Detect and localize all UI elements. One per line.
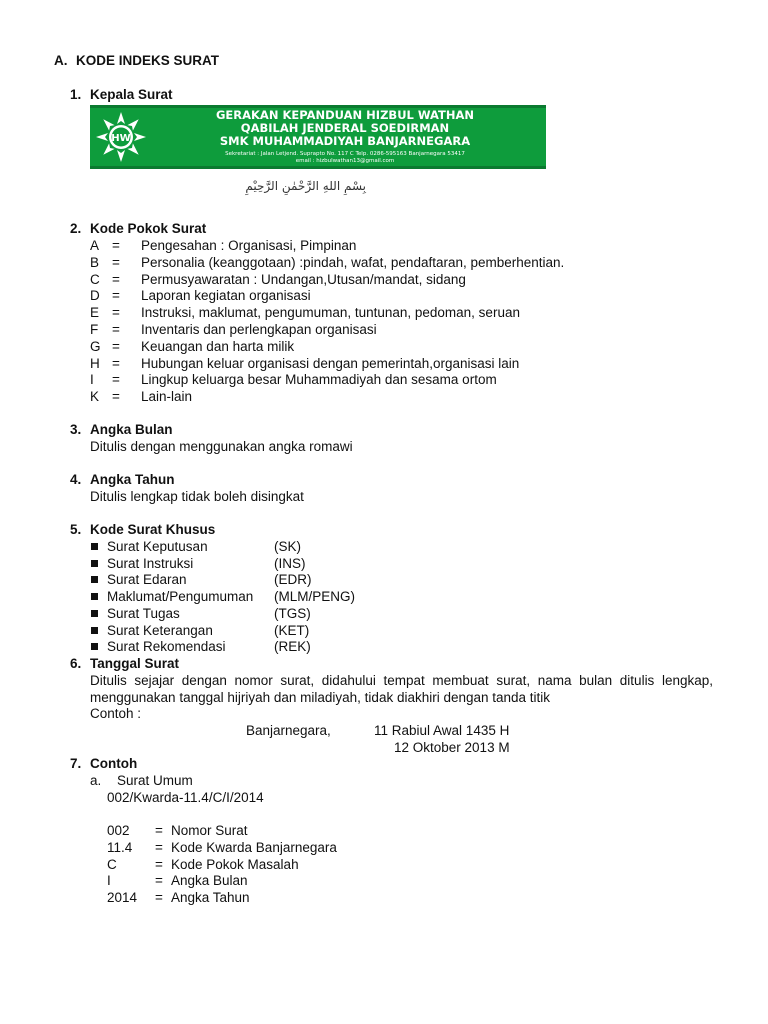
kode-pokok-desc: Instruksi, maklumat, pengumuman, tuntunan, pedoman, seruan [141, 305, 520, 321]
contoh-equals: = [155, 873, 163, 889]
kode-pokok-desc: Lingkup keluarga besar Muhammadiyah dan sesama ortom [141, 372, 497, 388]
kode-pokok-code: H [90, 355, 100, 371]
kode-pokok-code: E [90, 305, 100, 321]
bullet-icon [91, 543, 98, 550]
kode-pokok-equals: = [112, 372, 120, 388]
surat-khusus-name: Surat Rekomendasi [107, 639, 226, 655]
tanggal-surat-line-1: Ditulis sejajar dengan nomor surat, didahului tempat membuat surat, nama bulan ditulis lengkap, [90, 673, 713, 688]
heading-kepala-surat: Kepala Surat [90, 87, 173, 102]
heading-tanggal-surat: Tanggal Surat [90, 656, 180, 671]
kode-pokok-desc: Laporan kegiatan organisasi [141, 288, 311, 304]
surat-khusus-code: (EDR) [274, 572, 312, 588]
hizbul-wathan-logo [94, 110, 148, 164]
contoh-equals: = [155, 856, 163, 872]
surat-khusus-name: Surat Keterangan [107, 622, 213, 638]
kode-pokok-desc: Permusyawaratan : Undangan,Utusan/mandat, sidang [141, 271, 466, 287]
kode-pokok-desc: Hubungan keluar organisasi dengan pemerintah,organisasi lain [141, 355, 520, 371]
surat-khusus-code: (KET) [274, 622, 310, 638]
surat-khusus-name: Surat Edaran [107, 572, 187, 588]
kode-pokok-desc: Inventaris dan perlengkapan organisasi [141, 322, 377, 337]
contoh-meaning: Kode Kwarda Banjarnegara [171, 839, 337, 855]
kode-pokok-equals: = [112, 389, 120, 405]
kode-pokok-desc: Pengesahan : Organisasi, Pimpinan [141, 238, 357, 253]
sub-label: a. [90, 773, 102, 788]
heading-kode-surat-khusus: Kode Surat Khusus [90, 522, 216, 537]
bullet-icon [91, 627, 98, 634]
tanggal-hijriyah: 11 Rabiul Awal 1435 H [374, 723, 510, 738]
contoh-equals: = [155, 823, 163, 838]
letterhead-line-1: GERAKAN KEPANDUAN HIZBUL WATHAN [215, 108, 475, 122]
kode-pokok-code: F [90, 322, 99, 337]
tanggal-surat-line-2: menggunakan tanggal hijriyah dan miladiyah, tidak diakhiri dengan tanda titik [90, 690, 551, 705]
bullet-icon [91, 593, 98, 600]
surat-khusus-code: (SK) [274, 539, 301, 554]
bullet-icon [91, 560, 98, 567]
kode-pokok-code: C [90, 271, 100, 287]
heading-number: 3. [70, 422, 82, 437]
surat-khusus-name: Surat Tugas [107, 605, 180, 621]
letterhead-line-3: SMK MUHAMMADIYAH BANJARNEGARA [219, 134, 471, 148]
bullet-icon [91, 576, 98, 583]
surat-khusus-name: Maklumat/Pengumuman [107, 589, 254, 605]
kode-pokok-equals: = [112, 254, 120, 270]
surat-khusus-code: (REK) [274, 639, 311, 655]
letterhead-address: Sekretariat : Jalan Letjend. Suprapto No. 117 C Telp. 0286-595163 Banjarnegara 53417 [225, 151, 465, 157]
kode-pokok-code: A [90, 238, 100, 253]
heading-number: 6. [70, 656, 82, 671]
kode-pokok-equals: = [112, 305, 120, 321]
kode-pokok-code: G [90, 338, 101, 354]
kode-pokok-code: K [90, 389, 100, 405]
heading-contoh: Contoh [90, 756, 138, 771]
heading-angka-bulan: Angka Bulan [90, 422, 173, 437]
heading-kode-pokok-surat: Kode Pokok Surat [90, 221, 207, 236]
tanggal-miladiyah: 12 Oktober 2013 M [394, 740, 510, 755]
kode-pokok-desc: Personalia (keanggotaan) :pindah, wafat, pendaftaran, pemberhentian. [141, 254, 565, 270]
heading-number: 2. [70, 221, 82, 236]
contoh-meaning: Kode Pokok Masalah [171, 856, 299, 872]
contoh-meaning: Angka Bulan [171, 873, 248, 889]
kode-pokok-equals: = [112, 288, 120, 304]
bullet-icon [91, 643, 98, 650]
surat-khusus-name: Surat Keputusan [107, 539, 208, 554]
kode-pokok-equals: = [112, 271, 120, 287]
kode-pokok-equals: = [112, 322, 120, 337]
kode-pokok-desc: Keuangan dan harta milik [141, 338, 295, 354]
kode-pokok-equals: = [112, 355, 120, 371]
contoh-equals: = [155, 890, 163, 906]
sub-title-surat-umum: Surat Umum [117, 773, 193, 788]
kode-pokok-code: D [90, 288, 100, 304]
kode-pokok-equals: = [112, 238, 120, 253]
contoh-part: I [107, 873, 111, 889]
surat-khusus-code: (TGS) [274, 605, 311, 621]
contoh-label: Contoh : [90, 706, 142, 721]
section-label: A. [54, 53, 68, 68]
contoh-part: 2014 [107, 890, 138, 906]
basmalah-calligraphy: بِسْمِ اللهِ الرَّحْمٰنِ الرَّحِيْمِ [245, 179, 366, 193]
contoh-equals: = [155, 839, 163, 855]
surat-khusus-name: Surat Instruksi [107, 555, 194, 571]
kode-pokok-desc: Lain-lain [141, 389, 193, 405]
surat-khusus-code: (INS) [274, 555, 306, 571]
heading-number: 4. [70, 472, 82, 487]
contoh-part: 11.4 [107, 839, 133, 855]
surat-khusus-code: (MLM/PENG) [274, 589, 355, 605]
contoh-part: C [107, 856, 117, 872]
heading-number: 7. [70, 756, 82, 771]
kode-pokok-code: I [90, 372, 94, 388]
bullet-icon [91, 610, 98, 617]
section-title: KODE INDEKS SURAT [76, 53, 220, 68]
contoh-meaning: Nomor Surat [171, 823, 248, 838]
tanggal-place: Banjarnegara, [246, 723, 331, 738]
contoh-nomor-surat: 002/Kwarda-11.4/C/I/2014 [107, 790, 264, 805]
kode-pokok-equals: = [112, 338, 120, 354]
logo-lettering: HW [111, 133, 131, 144]
letterhead-line-2: QABILAH JENDERAL SOEDIRMAN [240, 121, 450, 135]
letterhead-email: email : hizbulwathan13@gmail.com [295, 158, 395, 164]
heading-number: 1. [70, 87, 82, 102]
contoh-meaning: Angka Tahun [171, 890, 250, 906]
heading-angka-tahun: Angka Tahun [90, 472, 175, 487]
angka-tahun-text: Ditulis lengkap tidak boleh disingkat [90, 489, 304, 504]
letterhead-banner [90, 105, 546, 169]
heading-number: 5. [70, 522, 82, 537]
angka-bulan-text: Ditulis dengan menggunakan angka romawi [90, 439, 353, 454]
contoh-part: 002 [107, 823, 130, 838]
kode-pokok-code: B [90, 254, 100, 270]
